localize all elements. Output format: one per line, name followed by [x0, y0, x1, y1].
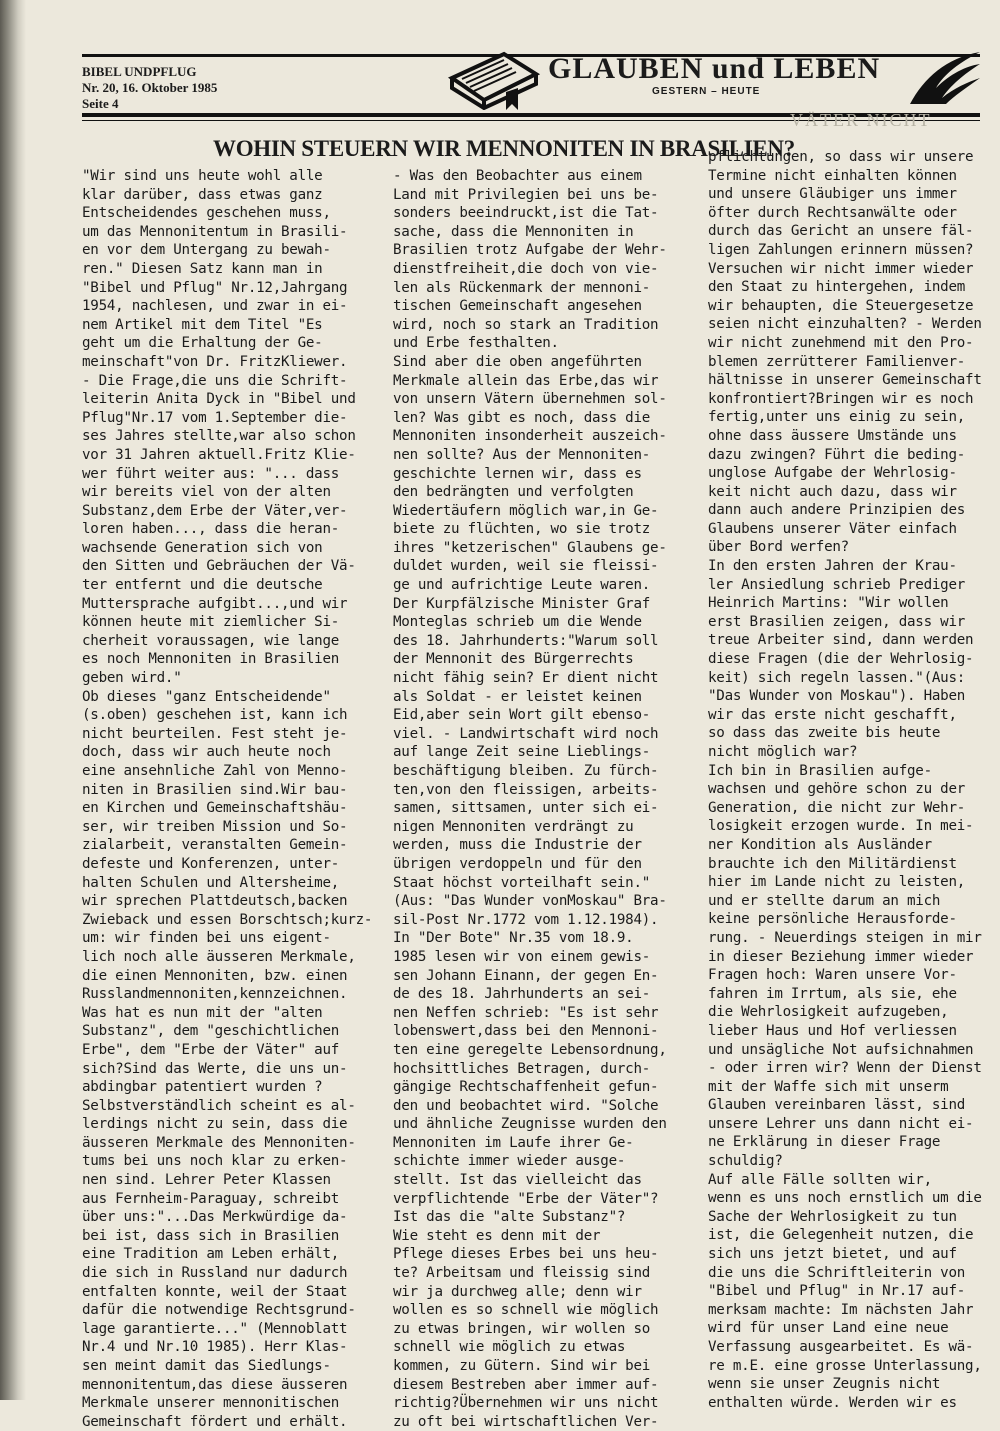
text-line: wir behaupten, die Steuergesetze	[708, 297, 974, 314]
text-line: lieber Haus und Hof verliessen	[708, 1022, 957, 1039]
text-line: blemen zerrütterer Familienver-	[708, 353, 966, 370]
text-line: übrigen verdoppeln und für den	[393, 855, 642, 872]
text-line: wir nicht zunehmend mit den Pro-	[708, 334, 974, 351]
text-line: ihres "ketzerischen" Glaubens ge-	[393, 539, 667, 556]
text-line: die uns die Schriftleiterin von	[708, 1264, 966, 1281]
text-line: Merkmale allein das Erbe,das wir	[393, 372, 659, 389]
text-line: sen meint damit das Siedlungs-	[82, 1358, 331, 1374]
text-line: "Das Wunder von Moskau"). Haben	[708, 688, 966, 705]
text-line: nen sollte? Aus der Mennoniten-	[393, 446, 651, 463]
text-line: wachsende Generation sich von	[82, 539, 323, 556]
text-line: Versuchen wir nicht immer wieder	[708, 260, 974, 277]
text-line: nigen Mennoniten verdrängt zu	[393, 818, 634, 835]
text-line: zu etwas bringen, wir wollen so	[393, 1320, 651, 1337]
text-line: "Bibel und Pflug" in Nr.17 auf-	[708, 1283, 966, 1300]
text-line: (s.oben) geschehen ist, kann ich	[82, 707, 348, 724]
text-line: die sich in Russland nur dadurch	[82, 1265, 348, 1282]
text-line: wird für unser Land eine neue	[708, 1320, 949, 1337]
wing-icon	[906, 48, 982, 106]
text-line: Sache der Wehrlosigkeit zu tun	[708, 1208, 957, 1225]
text-line: en vor dem Untergang zu bewah-	[82, 242, 331, 259]
text-line: diese Fragen (die der Wehrlosig-	[708, 651, 974, 668]
text-line: geht um die Erhaltung der Ge-	[82, 335, 323, 352]
text-line: nicht möglich war?	[708, 744, 858, 760]
text-line: richtig?Übernehmen wir uns nicht	[393, 1395, 659, 1412]
text-line: doch, dass wir auch heute noch	[82, 744, 331, 761]
text-line: Nr.4 und Nr.10 1985). Herr Klas-	[82, 1339, 348, 1356]
text-line: Heinrich Martins: "Wir wollen	[708, 595, 949, 612]
text-line: merksam machte: Im nächsten Jahr	[708, 1301, 974, 1318]
magazine-subtitle: GESTERN – HEUTE	[652, 86, 761, 97]
text-line: ler Ansiedlung schrieb Prediger	[708, 576, 966, 593]
text-line: Substanz,dem Erbe der Väter,ver-	[82, 502, 348, 519]
text-line: 1985 lesen wir von einem gewis-	[393, 948, 651, 965]
text-line: Muttersprache aufgibt...,und wir	[82, 595, 348, 612]
text-line: (Aus: "Das Wunder vonMoskau" Bra-	[393, 893, 667, 910]
text-line: nicht fähig sein? Er dient nicht	[393, 670, 659, 687]
text-line: ge und aufrichtige Leute waren.	[393, 577, 651, 594]
text-line: leiterin Anita Dyck in "Bibel und	[82, 391, 356, 408]
text-line: Mennoniten insonderheit auszeich-	[393, 428, 667, 445]
magazine-title: GLAUBEN und LEBEN	[548, 52, 881, 85]
text-line: in dieser Beziehung immer wieder	[708, 948, 974, 965]
article-column-3	[708, 148, 982, 1412]
text-line: ohne dass äussere Umstände uns	[708, 427, 957, 444]
text-line: und Erbe festhalten.	[393, 335, 559, 352]
text-line: ne Erklärung in dieser Frage	[708, 1134, 941, 1151]
text-line: nem Artikel mit dem Titel "Es	[82, 316, 323, 333]
text-line: Der Kurpfälzische Minister Graf	[393, 595, 651, 612]
text-line: Land mit Privilegien bei uns be-	[393, 186, 659, 203]
text-line: ses Jahres stellte,war also schon	[82, 428, 356, 445]
text-line: ser, wir treiben Mission und So-	[82, 818, 348, 835]
text-line: beschäftigung bleiben. Zu fürch-	[393, 763, 659, 779]
text-line: samen, sittsamen, unter sich ei-	[393, 800, 659, 817]
text-line: dann auch andere Prinzipien des	[708, 502, 966, 519]
text-line: "Wir sind uns heute wohl alle	[82, 168, 323, 184]
text-line: über uns:"...Das Merkwürdige da-	[82, 1209, 348, 1226]
text-line: Mennoniten im Laufe ihrer Ge-	[393, 1134, 634, 1151]
issue-date: Nr. 20, 16. Oktober 1985	[82, 80, 218, 95]
text-line: Merkmale unserer mennonitischen	[82, 1395, 340, 1412]
text-line: Termine nicht einhalten können	[708, 167, 957, 184]
text-line: seien nicht einzuhalten? - Werden	[708, 316, 982, 333]
text-line: abdingbar patentiert wurden ?	[82, 1079, 323, 1096]
text-line: um: wir finden bei uns eigent-	[82, 930, 331, 947]
text-line: mennonitentum,das diese äusseren	[82, 1376, 348, 1393]
text-line: den Sitten und Gebräuchen der Vä-	[82, 558, 356, 575]
text-line: zu oft bei wirtschaftlichen Ver-	[393, 1413, 659, 1430]
text-line: Glaubens unserer Väter einfach	[708, 520, 957, 537]
text-line: von unsern Vätern übernehmen sol-	[393, 391, 667, 408]
text-line: ren." Diesen Satz kann man in	[82, 260, 323, 277]
text-line: über Bord werfen?	[708, 539, 849, 556]
text-line: unsere Lehrer uns dann nicht ei-	[708, 1115, 974, 1132]
text-line: entfalten konnte, weil der Staat	[82, 1283, 348, 1300]
text-line: wir das erste nicht geschafft,	[708, 706, 957, 723]
text-line: wer führt weiter aus: "... dass	[82, 465, 340, 482]
publication-name: BIBEL UNDPFLUG	[82, 64, 197, 79]
text-line: nen sind. Lehrer Peter Klassen	[82, 1172, 331, 1189]
text-line: treue Arbeiter sind, dann werden	[708, 632, 974, 649]
text-line: pflichtungen, so dass wir unsere	[708, 149, 974, 165]
text-line: den und beobachtet wird. "Solche	[393, 1097, 659, 1114]
text-line: fahren im Irrtum, als sie, ehe	[708, 985, 957, 1002]
article-column-1	[82, 167, 372, 1431]
text-line: sache, dass die Mennoniten in	[393, 223, 634, 240]
page-number: Seite 4	[82, 96, 119, 111]
text-line: gängige Rechtschaffenheit gefun-	[393, 1079, 659, 1096]
text-line: Entscheidendes geschehen muss,	[82, 205, 331, 222]
text-line: enthalten würde. Werden wir es	[708, 1394, 957, 1411]
text-line: Staat höchst vorteilhaft sein."	[393, 874, 651, 891]
text-line: "Bibel und Pflug" Nr.12,Jahrgang	[82, 279, 348, 296]
text-line: Pflug"Nr.17 vom 1.September die-	[82, 409, 348, 426]
text-line: geschichte lernen wir, dass es	[393, 465, 642, 482]
text-line: Wie steht es denn mit der	[393, 1227, 601, 1244]
text-line: als Soldat - er leistet keinen	[393, 688, 642, 705]
text-line: niten in Brasilien sind.Wir bau-	[82, 781, 348, 798]
text-line: tischen Gemeinschaft angesehen	[393, 298, 642, 315]
text-line: unglose Aufgabe der Wehrlosig-	[708, 465, 957, 482]
text-line: loren haben..., dass die heran-	[82, 521, 340, 538]
text-line: dazu zwingen? Führt die beding-	[708, 446, 966, 463]
text-line: und ähnliche Zeugnisse wurden den	[393, 1116, 667, 1133]
text-line: und unsägliche Not aufsichnahmen	[708, 1041, 974, 1058]
text-line: kommen, zu Gütern. Sind wir bei	[393, 1358, 651, 1374]
text-line: es noch Mennoniten in Brasilien	[82, 651, 340, 668]
text-line: eine Tradition am Leben erhält,	[82, 1246, 340, 1263]
text-line: schuldig?	[708, 1153, 783, 1170]
text-line: meinschaft"von Dr. FritzKliewer.	[82, 353, 348, 370]
text-line: die einen Mennoniten, bzw. einen	[82, 967, 348, 984]
text-line: Glauben vereinbaren lässt, sind	[708, 1097, 966, 1114]
text-line: cherheit voraussagen, wie lange	[82, 632, 340, 649]
text-line: len? Was gibt es noch, dass die	[393, 409, 651, 426]
text-line: lage garantierte..." (Mennoblatt	[82, 1320, 348, 1337]
text-line: Erbe", dem "Erbe der Väter" auf	[82, 1041, 340, 1058]
text-line: Was hat es nun mit der "alten	[82, 1004, 323, 1021]
book-icon	[444, 48, 544, 110]
text-line: Ob dieses "ganz Entscheidende"	[82, 688, 331, 705]
text-line: - Die Frage,die uns die Schrift-	[82, 372, 348, 389]
text-line: Fragen hoch: Waren unsere Vor-	[708, 967, 957, 984]
text-line: lobenswert,dass bei den Mennoni-	[393, 1023, 659, 1040]
text-line: de des 18. Jahrhunderts an sei-	[393, 986, 651, 1003]
text-line: sil-Post Nr.1772 vom 1.12.1984).	[393, 911, 659, 928]
text-line: brauchte ich den Militärdienst	[708, 855, 957, 872]
text-line: geben wird."	[82, 670, 182, 687]
text-line: defeste und Konferenzen, unter-	[82, 855, 340, 872]
text-line: sonders beeindruckt,ist die Tat-	[393, 205, 659, 222]
text-line: Wiedertäufern möglich war,in Ge-	[393, 502, 659, 519]
text-line: Pflege dieses Erbes bei uns heu-	[393, 1246, 659, 1263]
text-line: lerdings nicht zu sein, dass die	[82, 1116, 348, 1133]
text-line: und unsere Gläubiger uns immer	[708, 186, 957, 203]
text-line: biete zu flüchten, wo sie trotz	[393, 521, 651, 538]
text-line: hältnisse in unserer Gemeinschaft	[708, 372, 982, 389]
text-line: sen Johann Einann, der gegen En-	[393, 967, 659, 984]
text-line: vor 31 Jahren aktuell.Fritz Klie-	[82, 446, 356, 463]
text-line: Brasilien trotz Aufgabe der Wehr-	[393, 242, 667, 259]
text-line: fertig,unter uns einig zu sein,	[708, 409, 966, 426]
text-line: werden, muss die Industrie der	[393, 837, 642, 854]
text-line: keine persönliche Herausforde-	[708, 911, 957, 928]
text-line: Selbstverständlich scheint es al-	[82, 1097, 356, 1114]
text-line: - Was den Beobachter aus einem	[393, 168, 642, 184]
text-line: Sind aber die oben angeführten	[393, 353, 642, 370]
bleed-through-text: VÄTER NICHT	[790, 110, 932, 130]
text-line: Russlandmennoniten,kennzeichnen.	[82, 986, 348, 1003]
text-line: ist, die Gelegenheit nutzen, die	[708, 1227, 974, 1244]
text-line: sich?Sind das Werte, die uns un-	[82, 1060, 348, 1077]
text-line: öfter durch Rechtsanwälte oder	[708, 204, 957, 221]
text-line: und er stellte darum an mich	[708, 892, 941, 909]
text-line: wir sprechen Plattdeutsch,backen	[82, 893, 348, 910]
text-line: tums bei uns noch klar zu erken-	[82, 1153, 348, 1170]
text-line: - oder irren wir? Wenn der Dienst	[708, 1060, 982, 1077]
text-line: Ist das die "alte Substanz"?	[393, 1209, 626, 1226]
text-line: losigkeit erzogen wurde. In mei-	[708, 818, 974, 835]
text-line: wir bereits viel von der alten	[82, 484, 331, 501]
text-line: konfrontiert?Bringen wir es noch	[708, 390, 974, 407]
text-line: verpflichtende "Erbe der Väter"?	[393, 1190, 659, 1207]
text-line: wenn es uns noch ernstlich um die	[708, 1190, 982, 1207]
text-line: die Wehrlosigkeit aufzugeben,	[708, 1004, 949, 1021]
text-line: keit) sich regeln lassen."(Aus:	[708, 669, 966, 686]
text-line: duldet wurden, weil sie fleissi-	[393, 558, 659, 575]
text-line: ner Kondition als Ausländer	[708, 836, 932, 853]
text-line: Ich bin in Brasilien aufge-	[708, 762, 932, 779]
text-line: durch das Gericht an unsere fäl-	[708, 223, 974, 240]
text-line: den bedrängten und verfolgten	[393, 484, 634, 501]
article-column-2	[393, 167, 667, 1431]
issue-info	[82, 64, 217, 112]
text-line: halten Schulen und Altersheime,	[82, 874, 340, 891]
text-line: wollen es so schnell wie möglich	[393, 1302, 659, 1319]
text-line: nen Neffen schrieb: "Es ist sehr	[393, 1004, 659, 1021]
text-line: klar darüber, dass etwas ganz	[82, 186, 323, 203]
text-line: rung. - Neuerdings steigen in mir	[708, 929, 982, 946]
text-line: wenn sie unser Zeugnis nicht	[708, 1376, 941, 1393]
text-line: len als Rückenmark der mennoni-	[393, 279, 651, 296]
text-line: Eid,aber sein Wort gilt ebenso-	[393, 707, 651, 724]
article-headline: WOHIN STEUERN WIR MENNONITEN IN BRASILIEN?	[213, 136, 795, 161]
text-line: Generation, die nicht zur Wehr-	[708, 799, 966, 816]
text-line: hochsittliches Betragen, durch-	[393, 1060, 651, 1077]
text-line: keit nicht auch dazu, dass wir	[708, 483, 957, 500]
text-line: te? Arbeitsam und fleissig sind	[393, 1265, 651, 1282]
text-line: Gemeinschaft fördert und erhält.	[82, 1413, 348, 1430]
text-line: äusseren Merkmale des Mennoniten-	[82, 1134, 356, 1151]
text-line: Verfassung ausgearbeitet. Es wä-	[708, 1339, 974, 1355]
text-line: Auf alle Fälle sollten wir,	[708, 1171, 932, 1188]
text-line: en Kirchen und Gemeinschaftshäu-	[82, 800, 348, 817]
text-line: 1954, nachlesen, und zwar in ei-	[82, 298, 348, 315]
text-line: ten,von den fleissigen, arbeits-	[393, 781, 659, 798]
text-line: des 18. Jahrhunderts:"Warum soll	[393, 632, 659, 649]
text-line: bei ist, dass sich in Brasilien	[82, 1227, 340, 1244]
text-line: so dass das zweite bis heute	[708, 725, 941, 742]
text-line: wachsen und gehöre schon zu der	[708, 781, 966, 798]
text-line: Monteglas schrieb um die Wende	[393, 614, 642, 631]
text-line: In den ersten Jahren der Krau-	[708, 558, 957, 575]
text-line: lich noch alle äusseren Merkmale,	[82, 948, 356, 965]
text-line: eine ansehnliche Zahl von Menno-	[82, 763, 348, 779]
text-line: dienstfreiheit,die doch von vie-	[393, 260, 659, 277]
text-line: der Mennonit des Bürgerrechts	[393, 651, 634, 668]
text-line: re m.E. eine grosse Unterlassung,	[708, 1357, 982, 1374]
text-line: Zwieback und essen Borschtsch;kurz-	[82, 911, 373, 928]
text-line: stellt. Ist das vielleicht das	[393, 1172, 642, 1189]
text-line: mit der Waffe sich mit unserm	[708, 1078, 949, 1095]
text-line: ten eine geregelte Lebensordnung,	[393, 1041, 667, 1058]
text-line: hier im Lande nicht zu leisten,	[708, 874, 966, 891]
text-line: aus Fernheim-Paraguay, schreibt	[82, 1190, 340, 1207]
text-line: schichte immer wieder ausge-	[393, 1153, 626, 1170]
text-line: zialarbeit, veranstalten Gemein-	[82, 837, 348, 854]
text-line: auf lange Zeit seine Lieblings-	[393, 744, 651, 761]
text-line: erst Brasilien zeigen, dass wir	[708, 613, 966, 630]
page-binding-edge	[0, 0, 26, 1400]
text-line: den Staat zu hintergehen, indem	[708, 279, 966, 296]
text-line: viel. - Landwirtschaft wird noch	[393, 725, 659, 742]
text-line: diesem Bestreben aber immer auf-	[393, 1376, 659, 1393]
text-line: Substanz", dem "geschichtlichen	[82, 1023, 340, 1040]
text-line: In "Der Bote" Nr.35 vom 18.9.	[393, 930, 634, 947]
text-line: wir ja durchweg alle; denn wir	[393, 1283, 642, 1300]
text-line: schnell wie möglich zu etwas	[393, 1339, 626, 1356]
text-line: wird, noch so stark an Tradition	[393, 316, 659, 333]
text-line: können heute mit ziemlicher Si-	[82, 614, 340, 631]
text-line: nicht beurteilen. Fest steht je-	[82, 725, 348, 742]
text-line: um das Mennonitentum in Brasili-	[82, 223, 348, 240]
text-line: sich uns jetzt bietet, und auf	[708, 1246, 957, 1263]
text-line: dafür die notwendige Rechtsgrund-	[82, 1302, 356, 1319]
text-line: ligen Zahlungen erinnern müssen?	[708, 241, 974, 258]
text-line: ter entfernt und die deutsche	[82, 577, 323, 594]
